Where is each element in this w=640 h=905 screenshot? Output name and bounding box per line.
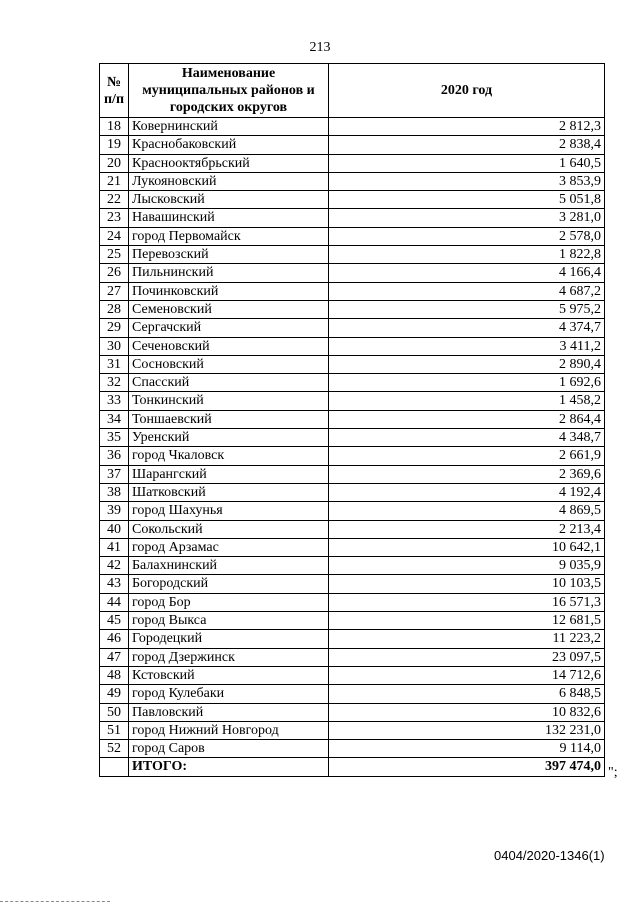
row-value: 4 166,4 xyxy=(329,264,605,282)
budget-table xyxy=(99,63,605,777)
row-number: 42 xyxy=(100,557,129,575)
table-row xyxy=(100,502,605,520)
row-name: Спасский xyxy=(129,374,329,392)
row-value: 3 411,2 xyxy=(329,337,605,355)
row-name: город Дзержинск xyxy=(129,648,329,666)
row-name: город Нижний Новгород xyxy=(129,721,329,739)
header-year: 2020 год xyxy=(329,64,605,118)
row-name: Павловский xyxy=(129,703,329,721)
row-value: 6 848,5 xyxy=(329,685,605,703)
row-number: 51 xyxy=(100,721,129,739)
table-row xyxy=(100,172,605,190)
table-row xyxy=(100,227,605,245)
row-value: 16 571,3 xyxy=(329,593,605,611)
row-number: 26 xyxy=(100,264,129,282)
row-name: Пильнинский xyxy=(129,264,329,282)
row-name: город Выкса xyxy=(129,612,329,630)
row-number: 52 xyxy=(100,740,129,758)
row-value: 9 114,0 xyxy=(329,740,605,758)
row-value: 9 035,9 xyxy=(329,557,605,575)
row-value: 4 374,7 xyxy=(329,319,605,337)
page-number: 213 xyxy=(309,40,331,55)
row-name: Ковернинский xyxy=(129,118,329,136)
row-number: 46 xyxy=(100,630,129,648)
closing-quote-mark: "; xyxy=(608,765,618,780)
row-number: 19 xyxy=(100,136,129,154)
row-name: город Арзамас xyxy=(129,538,329,556)
row-name: Сосновский xyxy=(129,355,329,373)
row-name: Сокольский xyxy=(129,520,329,538)
table-row xyxy=(100,685,605,703)
table-row xyxy=(100,740,605,758)
total-label: ИТОГО: xyxy=(129,758,329,776)
table-row xyxy=(100,429,605,447)
row-name: Уренский xyxy=(129,429,329,447)
row-value: 12 681,5 xyxy=(329,612,605,630)
row-value: 5 051,8 xyxy=(329,191,605,209)
row-value: 1 822,8 xyxy=(329,246,605,264)
row-number: 21 xyxy=(100,172,129,190)
table-row xyxy=(100,703,605,721)
table-row xyxy=(100,319,605,337)
row-value: 132 231,0 xyxy=(329,721,605,739)
table-row xyxy=(100,447,605,465)
row-name: город Саров xyxy=(129,740,329,758)
row-number: 48 xyxy=(100,666,129,684)
row-value: 10 103,5 xyxy=(329,575,605,593)
row-number: 23 xyxy=(100,209,129,227)
row-name: Кстовский xyxy=(129,666,329,684)
table-row xyxy=(100,374,605,392)
total-empty-cell xyxy=(100,758,129,776)
row-name: Семеновский xyxy=(129,300,329,318)
row-value: 2 213,4 xyxy=(329,520,605,538)
row-number: 33 xyxy=(100,392,129,410)
row-name: город Кулебаки xyxy=(129,685,329,703)
table-row xyxy=(100,721,605,739)
table-body xyxy=(100,118,605,758)
row-number: 18 xyxy=(100,118,129,136)
table-row xyxy=(100,136,605,154)
row-value: 2 838,4 xyxy=(329,136,605,154)
row-number: 38 xyxy=(100,483,129,501)
row-name: Лукояновский xyxy=(129,172,329,190)
row-number: 39 xyxy=(100,502,129,520)
row-name: город Бор xyxy=(129,593,329,611)
row-value: 1 458,2 xyxy=(329,392,605,410)
row-name: Богородский xyxy=(129,575,329,593)
table-row xyxy=(100,300,605,318)
total-value: 397 474,0 xyxy=(329,758,605,776)
table-row xyxy=(100,630,605,648)
table-row xyxy=(100,282,605,300)
row-number: 29 xyxy=(100,319,129,337)
row-number: 37 xyxy=(100,465,129,483)
row-name: Городецкий xyxy=(129,630,329,648)
row-name: Навашинский xyxy=(129,209,329,227)
row-number: 45 xyxy=(100,612,129,630)
row-number: 41 xyxy=(100,538,129,556)
table-row xyxy=(100,355,605,373)
row-number: 28 xyxy=(100,300,129,318)
row-value: 4 192,4 xyxy=(329,483,605,501)
row-name: Тоншаевский xyxy=(129,410,329,428)
table-row xyxy=(100,575,605,593)
table-row xyxy=(100,264,605,282)
table-row xyxy=(100,666,605,684)
row-number: 30 xyxy=(100,337,129,355)
row-number: 20 xyxy=(100,154,129,172)
header-number: № п/п xyxy=(100,64,129,118)
row-number: 49 xyxy=(100,685,129,703)
row-number: 34 xyxy=(100,410,129,428)
row-value: 2 661,9 xyxy=(329,447,605,465)
row-name: Балахнинский xyxy=(129,557,329,575)
total-row xyxy=(100,758,605,776)
row-name: Лысковский xyxy=(129,191,329,209)
row-number: 36 xyxy=(100,447,129,465)
row-value: 4 348,7 xyxy=(329,429,605,447)
row-value: 14 712,6 xyxy=(329,666,605,684)
row-number: 44 xyxy=(100,593,129,611)
row-value: 4 869,5 xyxy=(329,502,605,520)
row-name: Шатковский xyxy=(129,483,329,501)
row-number: 25 xyxy=(100,246,129,264)
table-row xyxy=(100,191,605,209)
row-number: 24 xyxy=(100,227,129,245)
row-name: Сергачский xyxy=(129,319,329,337)
row-value: 3 281,0 xyxy=(329,209,605,227)
row-value: 2 812,3 xyxy=(329,118,605,136)
table-row xyxy=(100,118,605,136)
table-row xyxy=(100,612,605,630)
row-name: Тонкинский xyxy=(129,392,329,410)
table-row xyxy=(100,557,605,575)
row-value: 10 642,1 xyxy=(329,538,605,556)
header-name: Наименование муниципальных районов и городских округов xyxy=(129,64,329,118)
table-row xyxy=(100,483,605,501)
table-row xyxy=(100,246,605,264)
row-value: 2 578,0 xyxy=(329,227,605,245)
row-name: Краснооктябрьский xyxy=(129,154,329,172)
row-name: Шарангский xyxy=(129,465,329,483)
table-row xyxy=(100,648,605,666)
row-value: 10 832,6 xyxy=(329,703,605,721)
row-value: 23 097,5 xyxy=(329,648,605,666)
row-value: 11 223,2 xyxy=(329,630,605,648)
row-value: 2 369,6 xyxy=(329,465,605,483)
row-name: Сеченовский xyxy=(129,337,329,355)
row-value: 1 640,5 xyxy=(329,154,605,172)
table-row xyxy=(100,538,605,556)
bottom-dashed-rule xyxy=(0,901,110,902)
row-name: Починковский xyxy=(129,282,329,300)
table-row xyxy=(100,593,605,611)
table-header-row xyxy=(100,64,605,118)
row-name: город Чкаловск xyxy=(129,447,329,465)
row-name: Перевозский xyxy=(129,246,329,264)
row-value: 1 692,6 xyxy=(329,374,605,392)
row-value: 2 890,4 xyxy=(329,355,605,373)
table-row xyxy=(100,392,605,410)
table-row xyxy=(100,154,605,172)
row-number: 22 xyxy=(100,191,129,209)
table-row xyxy=(100,209,605,227)
row-number: 47 xyxy=(100,648,129,666)
document-code: 0404/2020-1346(1) xyxy=(494,848,605,863)
table-row xyxy=(100,410,605,428)
row-name: город Первомайск xyxy=(129,227,329,245)
row-value: 2 864,4 xyxy=(329,410,605,428)
row-value: 4 687,2 xyxy=(329,282,605,300)
row-name: город Шахунья xyxy=(129,502,329,520)
row-number: 50 xyxy=(100,703,129,721)
row-number: 43 xyxy=(100,575,129,593)
row-number: 40 xyxy=(100,520,129,538)
table-row xyxy=(100,520,605,538)
row-value: 5 975,2 xyxy=(329,300,605,318)
row-number: 31 xyxy=(100,355,129,373)
table-row xyxy=(100,337,605,355)
row-value: 3 853,9 xyxy=(329,172,605,190)
row-number: 27 xyxy=(100,282,129,300)
row-name: Краснобаковский xyxy=(129,136,329,154)
row-number: 35 xyxy=(100,429,129,447)
table-row xyxy=(100,465,605,483)
row-number: 32 xyxy=(100,374,129,392)
